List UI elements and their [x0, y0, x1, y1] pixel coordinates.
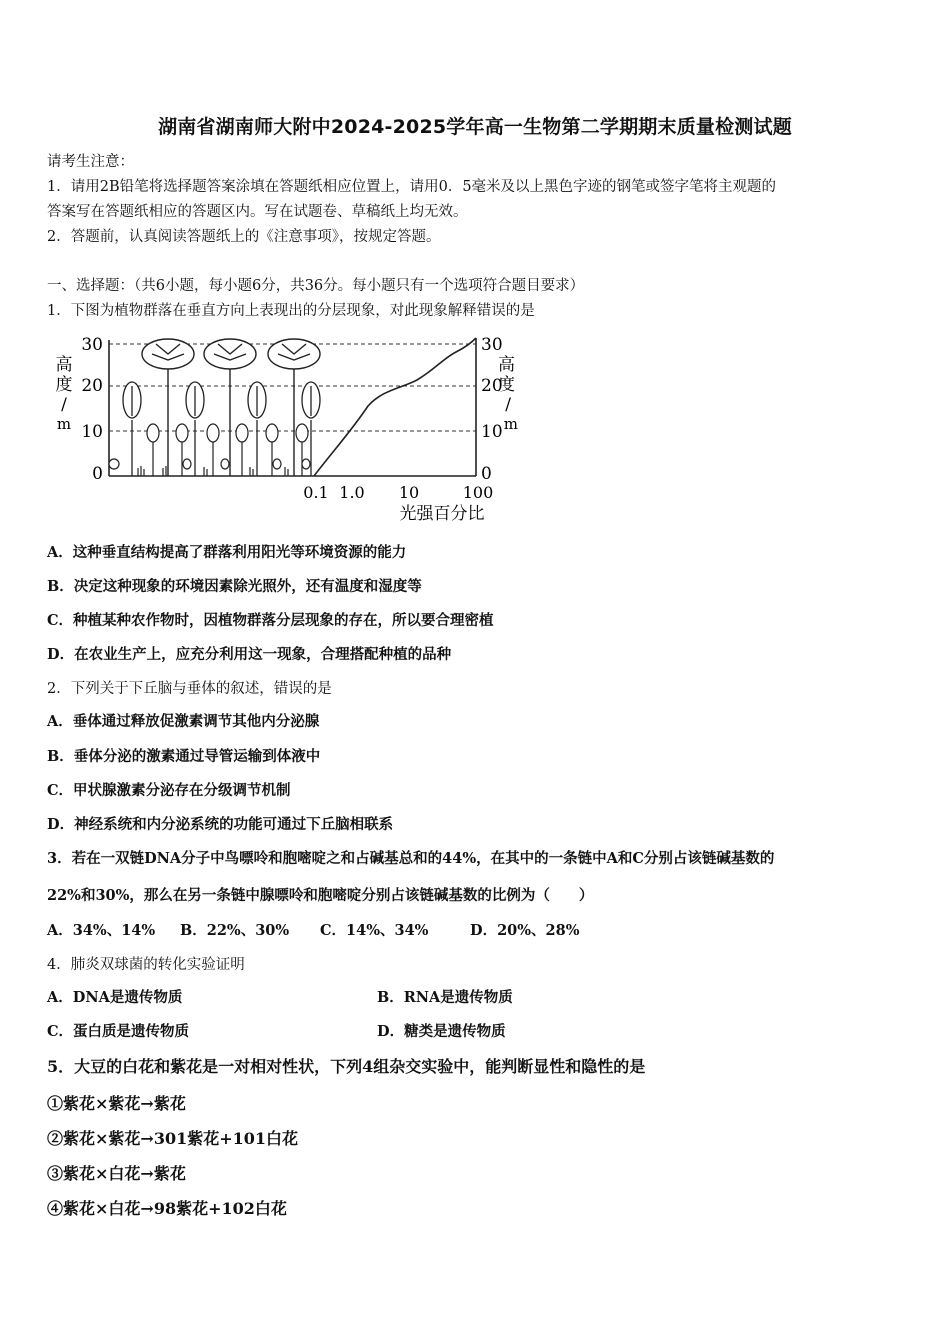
q3-option-c: C．14%、34% [320, 922, 429, 939]
notice-heading: 请考生注意： [47, 154, 134, 170]
question-2-stem: 2．下列关于下丘脑与垂体的叙述，错误的是 [47, 681, 332, 697]
right-tick-20: 20 [481, 376, 503, 396]
q5-option-4: ④紫花×白花→98紫花+102白花 [47, 1199, 287, 1218]
left-tick-10: 10 [81, 422, 103, 442]
page-title: 湖南省湖南师大附中2024-2025学年高一生物第二学期期末质量检测试题 [158, 116, 792, 138]
notice-item-1: 1．请用2B铅笔将选择题答案涂填在答题纸相应位置上，请用0．5毫米及以上黑色字迹的钢笔或签字笔将主观题的 [47, 179, 777, 195]
medium-tree-1 [123, 382, 141, 476]
stratification-figure [52, 330, 518, 530]
q5-option-3: ③紫花×白花→紫花 [47, 1164, 186, 1183]
q2-option-b: B．垂体分泌的激素通过导管运输到体液中 [47, 748, 321, 765]
q1-option-b: B．决定这种现象的环境因素除光照外，还有温度和湿度等 [47, 578, 422, 595]
q4-option-c: C．蛋白质是遗传物质 [47, 1023, 190, 1040]
x-tick-100: 100 [462, 483, 494, 502]
left-axis-label-3: / [61, 395, 67, 415]
ground-herbs [109, 459, 310, 476]
x-tick-10: 10 [398, 483, 420, 502]
right-tick-0: 0 [481, 464, 492, 484]
left-tick-20: 20 [81, 376, 103, 396]
shrub-3 [207, 424, 219, 476]
tall-trees [142, 339, 320, 476]
q5-option-2: ②紫花×紫花→301紫花+101白花 [47, 1129, 299, 1148]
left-axis-label-1: 高 [55, 355, 73, 375]
notice-item-2: 2．答题前，认真阅读答题纸上的《注意事项》，按规定答题。 [47, 229, 441, 245]
shrub-1 [147, 424, 159, 476]
right-axis-label-3: / [505, 395, 511, 415]
question-5-stem: 5．大豆的白花和紫花是一对相对性状，下列4组杂交实验中，能判断显性和隐性的是 [47, 1057, 646, 1076]
right-axis-label-4: m [503, 415, 518, 433]
left-axis-label-2: 度 [55, 375, 73, 395]
q4-option-a: A．DNA是遗传物质 [47, 989, 183, 1006]
medium-tree-3 [248, 382, 266, 476]
right-tick-30: 30 [481, 335, 503, 355]
question-1-stem: 1．下图为植物群落在垂直方向上表现出的分层现象，对此现象解释错误的是 [47, 303, 535, 319]
question-3-stem-line-1: 3．若在一双链DNA分子中鸟嘌呤和胞嘧啶之和占碱基总和的44%，在其中的一条链中A和C分别占该链碱基数的 [47, 850, 775, 867]
section-heading: 一、选择题：（共6小题，每小题6分，共36分。每小题只有一个选项符合题目要求） [47, 278, 585, 294]
q1-option-d: D．在农业生产上，应充分利用这一现象，合理搭配种植的品种 [47, 646, 452, 663]
notice-item-1-cont: 答案写在答题纸相应的答题区内。写在试题卷、草稿纸上均无效。 [47, 204, 468, 220]
x-tick-0.1: 0.1 [303, 483, 329, 502]
q5-option-1: ①紫花×紫花→紫花 [47, 1094, 186, 1113]
q1-option-c: C．种植某种农作物时，因植物群落分层现象的存在，所以要合理密植 [47, 612, 494, 629]
light-curve [314, 338, 476, 476]
right-axis-label-1: 高 [498, 355, 515, 375]
q1-option-a: A．这种垂直结构提高了群落利用阳光等环境资源的能力 [47, 544, 407, 561]
x-axis-label: 光强百分比 [399, 504, 485, 524]
q4-option-d: D．糖类是遗传物质 [377, 1023, 506, 1040]
q3-option-a: A．34%、14% [47, 922, 156, 939]
q2-option-d: D．神经系统和内分泌系统的功能可通过下丘脑相联系 [47, 816, 394, 833]
q2-option-a: A．垂体通过释放促激素调节其他内分泌腺 [47, 713, 320, 730]
q2-option-c: C．甲状腺激素分泌存在分级调节机制 [47, 782, 291, 799]
x-tick-1.0: 1.0 [339, 483, 365, 502]
shrub-4 [236, 424, 248, 476]
left-tick-30: 30 [81, 335, 103, 355]
q4-option-b: B．RNA是遗传物质 [377, 989, 513, 1006]
left-axis-label-4: m [56, 415, 72, 433]
right-tick-10: 10 [481, 422, 503, 442]
question-3-stem-line-2: 22%和30%，那么在另一条链中腺嘌呤和胞嘧啶分别占该链碱基数的比例为（ ） [47, 887, 594, 904]
question-4-stem: 4．肺炎双球菌的转化实验证明 [47, 957, 245, 973]
right-axis-label-2: 度 [498, 375, 515, 395]
q3-option-b: B．22%、30% [180, 922, 290, 939]
left-tick-0: 0 [92, 464, 103, 484]
q3-option-d: D．20%、28% [470, 922, 580, 939]
